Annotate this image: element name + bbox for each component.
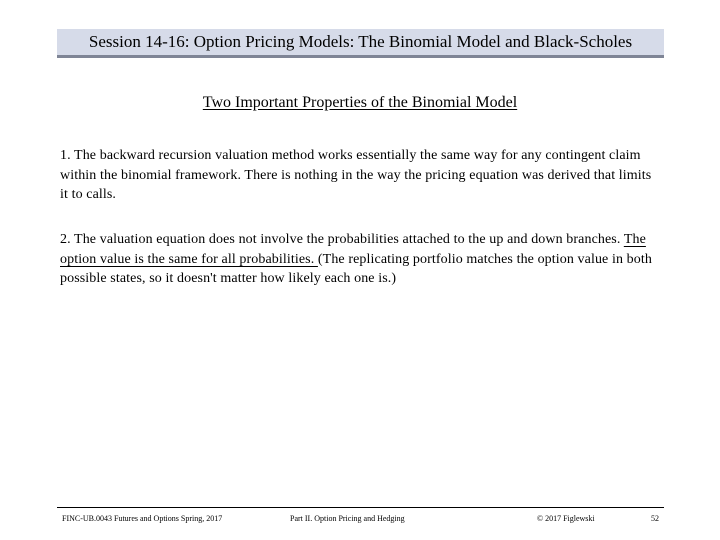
- footer-course: FINC-UB.0043 Futures and Options Spring, 2017: [62, 514, 223, 523]
- slide-title: Session 14-16: Option Pricing Models: The Binomial Model and Black-Scholes: [88, 32, 633, 51]
- paragraph-2-end: (The replicating portfolio matches the option value in both possible states, so it doesn't matter how likely each one is.): [60, 251, 652, 286]
- footer-copyright: © 2017 Figlewski: [537, 514, 595, 523]
- paragraph-1: 1. The backward recursion valuation method works essentially the same way for any contingent claim within the binomial framework. There is nothing in the way the pricing equation was derived that limits it to calls.: [60, 148, 652, 202]
- footer-part: Part II. Option Pricing and Hedging: [290, 514, 405, 523]
- subtitle-text: Two Important Properties of the Binomial Model: [202, 94, 518, 111]
- paragraph-2-underlined: The option value is the same for all probabilities.: [60, 232, 646, 267]
- slide-title-bar: [57, 29, 664, 58]
- paragraph-2: [60, 230, 660, 289]
- footer-page-number: 52: [651, 514, 659, 523]
- slide-subtitle: [0, 94, 720, 112]
- footer-divider: [57, 507, 664, 508]
- paragraph-2-start: 2. The valuation equation does not involve the probabilities attached to the up and down branches.: [60, 232, 624, 247]
